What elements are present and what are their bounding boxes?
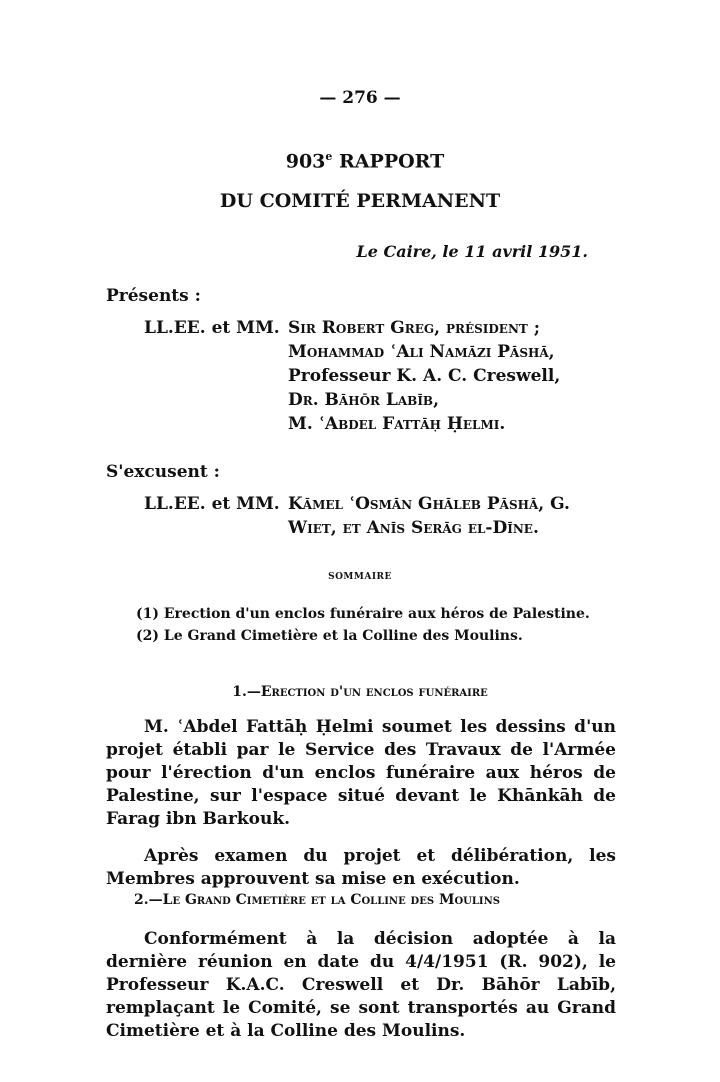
excused-line-1: Kāmel ʿOsmān Ghāleb Pāshā, G. — [288, 494, 570, 514]
section1-body — [106, 716, 616, 891]
excused-label: S'excusent : — [106, 462, 220, 482]
section1-paragraph-1: M. ʿAbdel Fattāḥ Ḥelmi soumet les dessins d'un projet établi par le Service des Travaux de l'Armée pour l'érection d'un enclos funéraire aux héros de Palestine, sur l'espace situé devant le Khānkāh de Farag ibn Barkouk. — [106, 717, 616, 829]
excused-line-2: Wiet, et Anīs Serāg el-Dīne. — [288, 518, 539, 538]
presents-line-2: Mohammad ʿAli Namāzi Pāshā, — [288, 342, 555, 362]
report-word: RAPPORT — [339, 150, 445, 173]
presents-line-1: Sir Robert Greg, président ; — [288, 318, 541, 338]
presents-line-3: Professeur K. A. C. Creswell, — [288, 366, 561, 386]
committee-title: DU COMITÉ PERMANENT — [219, 190, 501, 212]
section2-body — [106, 928, 616, 1043]
section2-heading: 2.—Le Grand Cimetière et la Colline des Moulins — [134, 892, 500, 908]
presents-label: Présents : — [106, 286, 201, 306]
presents-line-5: M. ʿAbdel Fattāḥ Ḥelmi. — [288, 414, 506, 434]
sommaire-item-2: (2) Le Grand Cimetière et la Colline des Moulins. — [136, 628, 523, 644]
excused-prefix: LL.EE. et MM. — [144, 494, 280, 514]
sommaire-label: SOMMAIRE — [328, 572, 392, 582]
sommaire-item-1: (1) Erection d'un enclos funéraire aux héros de Palestine. — [136, 606, 590, 622]
report-title — [0, 150, 720, 172]
section2-paragraph-1: Conformément à la décision adoptée à la dernière réunion en date du 4/4/1951 (R. 902), le Professeur K.A.C. Creswell et Dr. Bāhōr Labīb, remplaçant le Comité, se sont transportés au Grand Cimetière et à la Colline des Moulins. — [106, 929, 616, 1041]
page-number: — 276 — — [319, 88, 401, 108]
section1-paragraph-2: Après examen du projet et délibération, les Membres approuvent sa mise en exécution. — [106, 846, 616, 889]
section1-heading: 1.—Erection d'un enclos funéraire — [232, 684, 488, 700]
presents-line-4: Dr. Bāhōr Labīb, — [288, 390, 439, 410]
presents-prefix: LL.EE. et MM. — [144, 318, 280, 338]
report-number: 903 — [285, 150, 326, 173]
date-line: Le Caire, le 11 avril 1951. — [356, 242, 588, 261]
report-number-suffix: e — [325, 150, 333, 163]
